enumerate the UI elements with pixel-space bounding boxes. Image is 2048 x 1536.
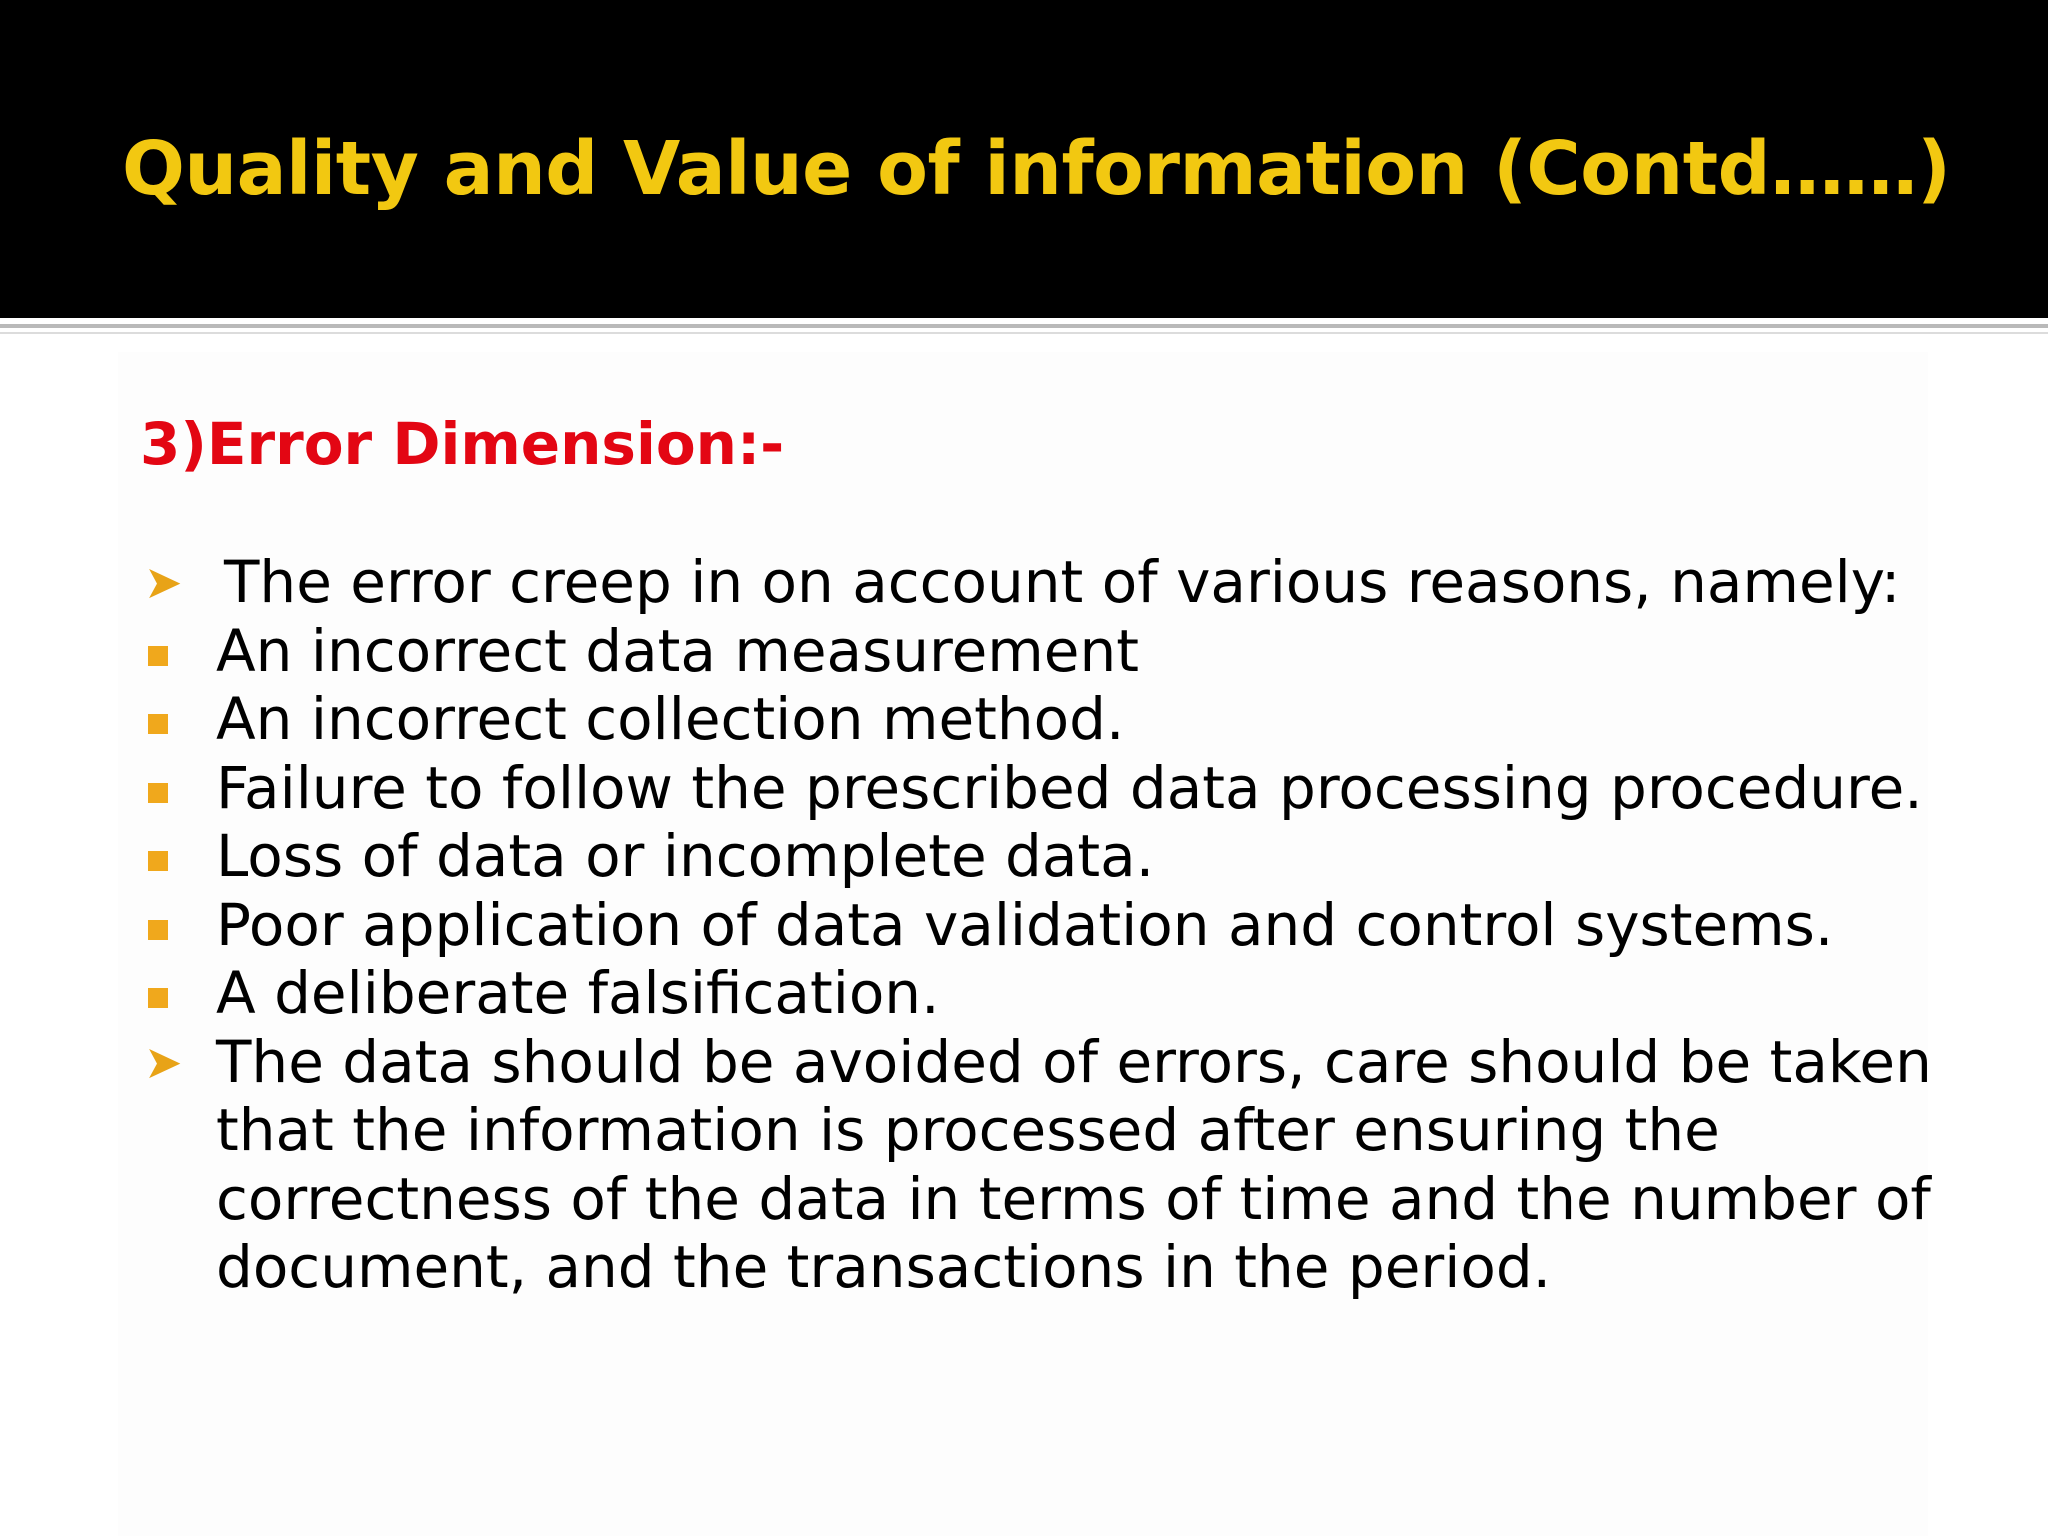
bullet-text: The error creep in on account of various reasons, namely: — [224, 548, 1901, 616]
bullet-text: Loss of data or incomplete data. — [216, 822, 1155, 890]
list-item — [140, 685, 2000, 754]
square-bullet-icon — [148, 714, 168, 734]
arrow-bullet-icon: ➤ — [144, 555, 183, 609]
list-item — [140, 959, 2000, 1028]
square-bullet-icon — [148, 851, 168, 871]
bullet-text: Poor application of data validation and control systems. — [216, 890, 1834, 959]
bullet-text: Failure to follow the prescribed data processing procedure. — [216, 753, 1923, 822]
list-item — [140, 822, 2000, 891]
list-item — [140, 1028, 2000, 1302]
title-divider — [0, 324, 2048, 328]
list-item — [140, 617, 2000, 686]
square-bullet-icon — [148, 988, 168, 1008]
arrow-bullet-icon: ➤ — [144, 1034, 183, 1089]
list-item — [140, 548, 2000, 617]
square-bullet-icon — [148, 783, 168, 803]
title-divider-secondary — [0, 332, 2048, 334]
list-item — [140, 754, 2000, 823]
title-bar — [0, 0, 2048, 318]
bullet-text: A deliberate falsification. — [216, 959, 940, 1027]
bullet-text: An incorrect collection method. — [216, 685, 1125, 753]
square-bullet-icon — [148, 646, 168, 666]
bullet-text: An incorrect data measurement — [216, 616, 1139, 685]
bullet-text: The data should be avoided of errors, care should be taken that the information is processed after ensuring the correctness of the data in terms of time and the number of document, and the transactions in the period. — [216, 1027, 1932, 1301]
bullet-list — [140, 548, 2000, 1302]
section-heading: 3)Error Dimension:- — [140, 410, 785, 478]
slide-title: Quality and Value of information (Contd……) — [122, 126, 1951, 212]
square-bullet-icon — [148, 920, 168, 940]
list-item — [140, 891, 2000, 960]
